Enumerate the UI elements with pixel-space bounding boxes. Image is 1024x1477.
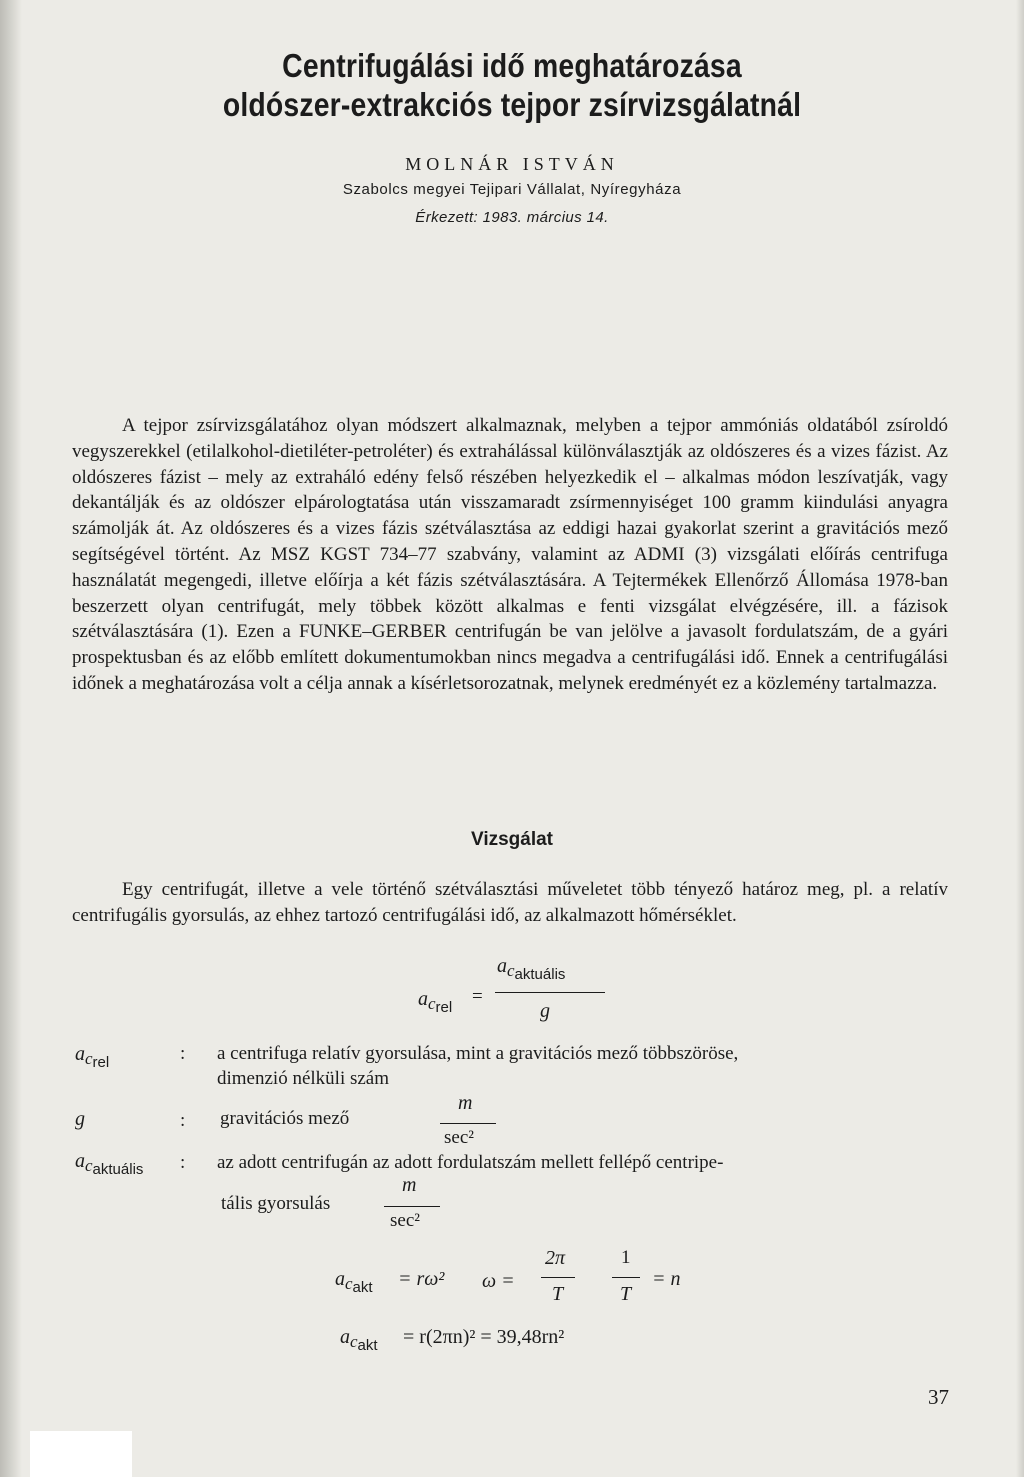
- symbol-c: c: [428, 994, 436, 1013]
- def-akt-unit-fraction-line: [384, 1206, 440, 1207]
- def-akt-colon: :: [180, 1152, 186, 1173]
- subscript-aktualis: aktuális: [92, 1161, 144, 1178]
- def-rel-colon: :: [180, 1043, 186, 1064]
- formula1-denominator: g: [540, 1000, 550, 1022]
- def-g-colon: :: [180, 1110, 186, 1131]
- symbol-a: a: [497, 955, 507, 977]
- formula2-equals-n: = n: [652, 1268, 681, 1290]
- formula2-omega-equals: ω =: [482, 1270, 515, 1292]
- subscript-aktualis: aktuális: [514, 966, 566, 983]
- section-heading: Vizsgálat: [470, 829, 554, 850]
- formula2-one: 1: [621, 1247, 631, 1268]
- formula1-equals: =: [472, 986, 483, 1007]
- symbol-a: a: [335, 1268, 345, 1290]
- title-line-1: Centrifugálási idő meghatározása: [282, 47, 742, 84]
- symbol-a: a: [340, 1326, 350, 1348]
- section-paragraph: [72, 877, 948, 929]
- subscript-akt: akt: [352, 1279, 373, 1296]
- symbol-c: c: [85, 1049, 93, 1068]
- formula2-fraction-line-1: [541, 1277, 575, 1278]
- formula2-two-pi: 2π: [545, 1247, 566, 1269]
- def-akt-text-1: az adott centrifugán az adott fordulatszám mellett fellépő centripe-: [217, 1152, 724, 1173]
- author: MOLNÁR ISTVÁN: [405, 154, 619, 174]
- def-akt-text-2: tális gyorsulás: [221, 1193, 331, 1214]
- affiliation: Szabolcs megyei Tejipari Vállalat, Nyíregyháza: [342, 181, 682, 198]
- formula2-fraction-line-2: [612, 1277, 640, 1278]
- section-paragraph-text: Egy centrifugát, illetve a vele történő szétválasztási műveletet több tényező határoz meg, pl. a relatív centrifugális gyorsulás, az ehhez tartozó centrifugálási idő, az alkalmazott hőmérséklet.: [72, 879, 948, 926]
- def-rel-symbol: [75, 1043, 110, 1071]
- def-g-text: gravitációs mező: [220, 1108, 350, 1129]
- symbol-a: a: [75, 1043, 85, 1065]
- def-rel-text-2: dimenzió nélküli szám: [217, 1068, 390, 1089]
- formula1-fraction-line: [495, 992, 605, 993]
- symbol-a: a: [418, 988, 428, 1010]
- def-rel-text-1: a centrifuga relatív gyorsulása, mint a gravitációs mező többszöröse,: [217, 1043, 739, 1064]
- formula2-lhs: [335, 1268, 373, 1296]
- formula1-numerator: [497, 955, 566, 983]
- subscript-akt: akt: [357, 1337, 378, 1354]
- formula2-T-1: T: [552, 1283, 564, 1305]
- subscript-rel: rel: [92, 1054, 110, 1071]
- symbol-c: c: [507, 961, 515, 980]
- formula1-lhs: [418, 988, 453, 1016]
- def-g-unit-fraction-line: [440, 1123, 496, 1124]
- def-g-unit-numerator: m: [458, 1092, 473, 1114]
- symbol-c: c: [350, 1332, 358, 1351]
- formula2-r-omega2: = rω²: [398, 1268, 445, 1290]
- formula3-lhs: [340, 1326, 378, 1354]
- subscript-rel: rel: [435, 999, 453, 1016]
- def-akt-unit-numerator: m: [402, 1174, 417, 1196]
- intro-paragraph: [72, 413, 948, 697]
- page-number: 37: [928, 1385, 949, 1409]
- symbol-a: a: [75, 1150, 85, 1172]
- intro-paragraph-text: A tejpor zsírvizsgálatához olyan módszert alkalmaznak, melyben a tejpor ammóniás oldatából zsíroldó vegyszerekkel (etilalkohol-dietiléter-petroléter) és extrahálással különválasztják az oldószeres és a vizes fázist. Az oldószeres fázist – mely az extraháló edény felső részében helyezkedik el – alkalmas módon leszívatják, vagy dekantálják és az oldószer elpárologtatása után visszamaradt zsírmennyiséget 100 gramm kiindulási anyagra számolják át. Az oldószeres és a vizes fázis szétválasztása az eddigi hazai gyakorlat szerint a gravitációs mező segítségével történt. Az MSZ KGST 734–77 szabvány, valamint az ADMI (3) vizsgálati előírás centrifuga használatát megengedi, illetve előírja a két fázis szétválasztására. A Tejtermékek Ellenőrző Állomása 1978-ban beszerzett olyan centrifugát, mely többek között alkalmas e fenti vizsgálat elvégzésére, ill. a fázisok szétválasztására (1). Ezen a FUNKE–GERBER centrifugán be van jelölve a javasolt fordulatszám, de a gyári prospektusban és az előbb említett dokumentumokban nincs megadva a centrifugálási idő. Ennek a centrifugálási időnek a meghatározása volt a célja annak a kísérletsorozatnak, melynek eredményét ez a közlemény tartalmazza.: [72, 415, 948, 694]
- symbol-c: c: [345, 1274, 353, 1293]
- def-akt-symbol: [75, 1150, 144, 1178]
- formula3-rhs: = r(2πn)² = 39,48rn²: [403, 1326, 565, 1348]
- scan-label-patch: [30, 1431, 132, 1477]
- title-line-2: oldószer-extrakciós tejpor zsírvizsgálatnál: [222, 86, 802, 123]
- def-g-symbol: g: [75, 1108, 85, 1130]
- def-akt-unit-denominator: sec²: [390, 1210, 420, 1231]
- received-date: Érkezett: 1983. március 14.: [415, 209, 609, 226]
- def-g-unit-denominator: sec²: [444, 1127, 474, 1148]
- formula2-T-2: T: [620, 1283, 632, 1305]
- symbol-c: c: [85, 1156, 93, 1175]
